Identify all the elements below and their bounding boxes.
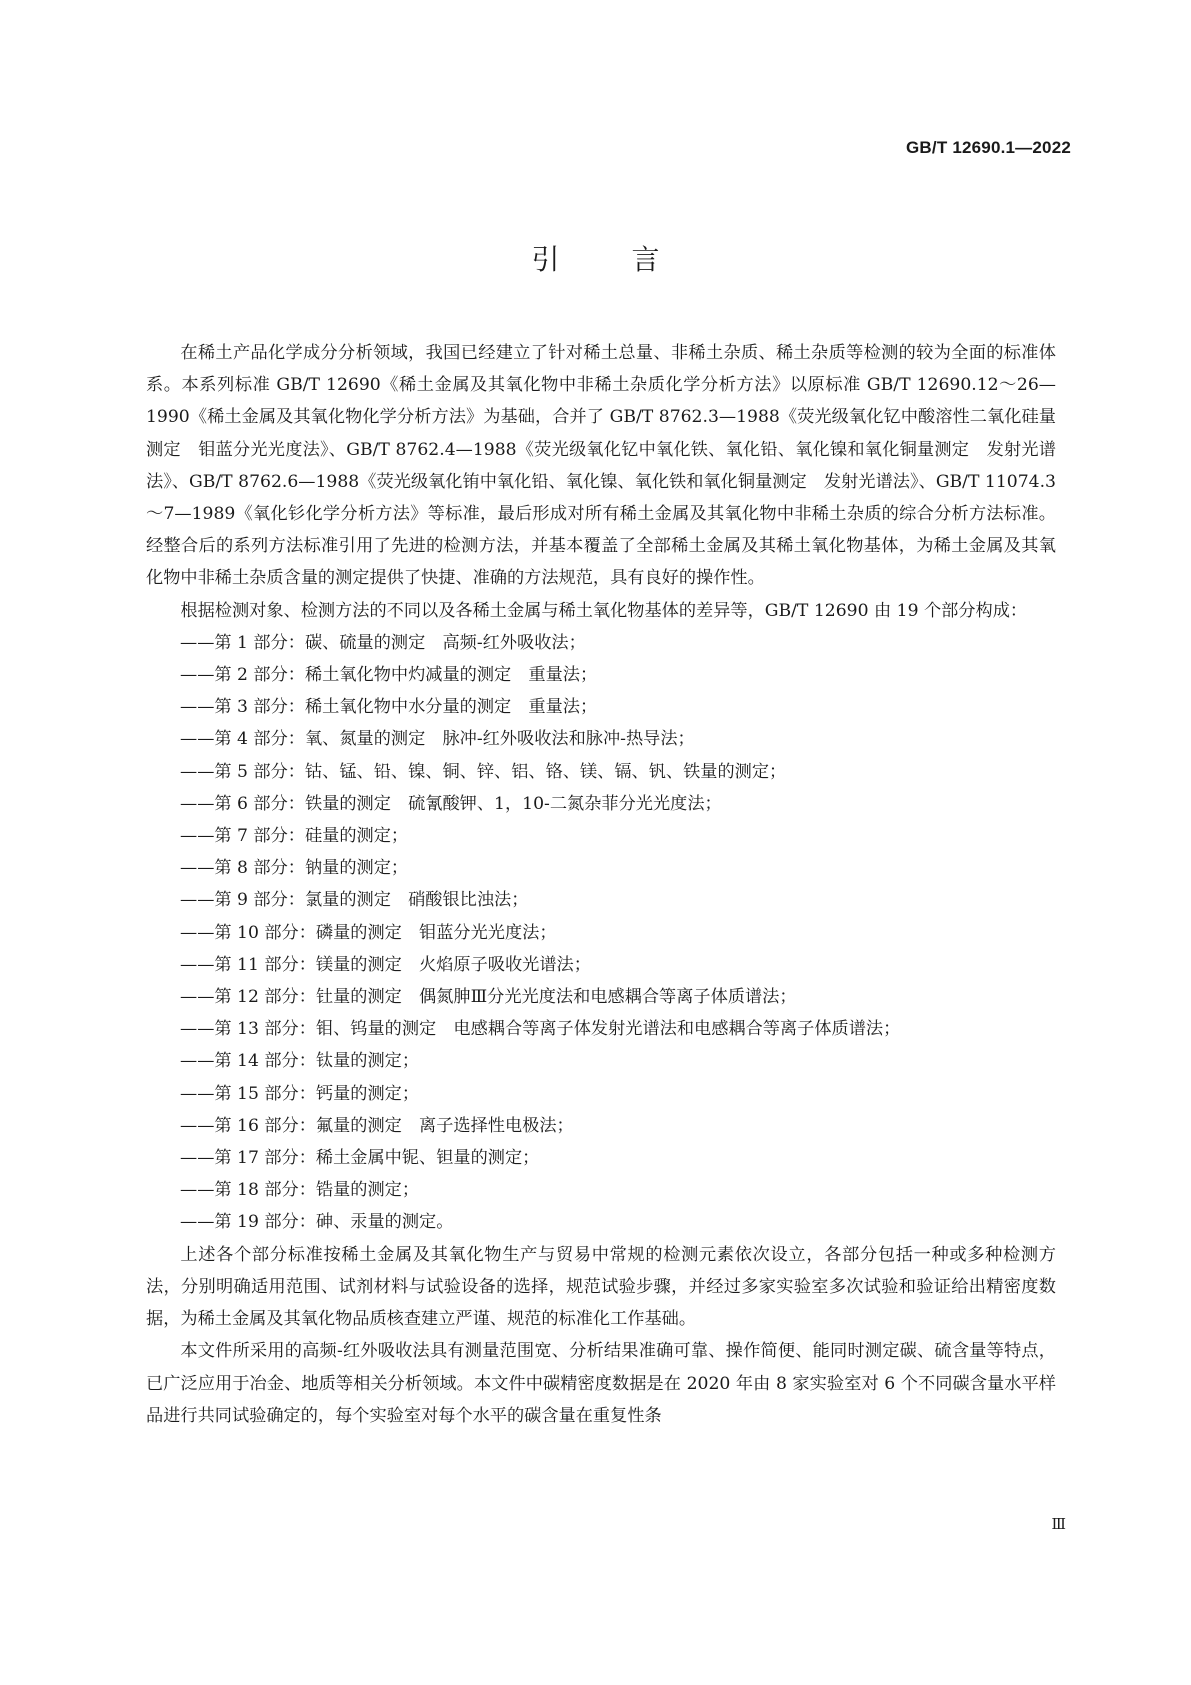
list-item: ——第 17 部分：稀土金属中铌、钽量的测定； — [180, 1148, 540, 1169]
paragraph-structure: 上述各个部分标准按稀土金属及其氧化物生产与贸易中常规的检测元素依次设立，各部分包括一种或多种检测方法，分别明确适用范围、试剂材料与试验设备的选择，规范试验步骤，并经过多家实验室多次试验和验证给出精密度数据，为稀土金属及其氧化物品质核查建立严谨、规范的标准化工作基础。 — [146, 1244, 1056, 1330]
paragraph-composition: 根据检测对象、检测方法的不同以及各稀土金属与稀土氧化物基体的差异等，GB/T 12690 由 19 个部分构成： — [180, 600, 1028, 621]
list-item: ——第 6 部分：铁量的测定 硫氰酸钾、1，10-二氮杂菲分光光度法； — [180, 793, 722, 814]
title-char-2: 言 — [631, 243, 660, 276]
paragraph-background: 在稀土产品化学成分分析领域，我国已经建立了针对稀土总量、非稀土杂质、稀土杂质等检测的较为全面的标准体系。本系列标准 GB/T 12690《稀土金属及其氧化物中非稀土杂质化学分析方法》以原标准 GB/T 12690.12～26—1990《稀土金属及其氧化物化学分析方法》为基础，合并了 GB/T 8762.3—1988《荧光级氧化钇中酸溶性二氧化硅量测定 钼蓝分光光度法》、GB/T 8762.4—1988《荧光级氧化钇中氧化铁、氧化铅、氧化镍和氧化铜量测定 发射光谱法》、GB/T 8762.6—1988《荧光级氧化铕中氧化铅、氧化镍、氧化铁和氧化铜量测定 发射光谱法》、GB/T 11074.3～7—1989《氧化钐化学分析方法》等标准，最后形成对所有稀土金属及其氧化物中非稀土杂质的综合分析方法标准。经整合后的系列方法标准引用了先进的检测方法，并基本覆盖了全部稀土金属及其稀土氧化物基体，为稀土金属及其氧化物中非稀土杂质含量的测定提供了快捷、准确的方法规范，具有良好的操作性。 — [146, 343, 1056, 589]
page-title — [0, 238, 1191, 278]
list-item: ——第 9 部分：氯量的测定 硝酸银比浊法； — [180, 890, 529, 911]
list-item: ——第 10 部分：磷量的测定 钼蓝分光光度法； — [180, 922, 557, 943]
list-item: ——第 3 部分：稀土氧化物中水分量的测定 重量法； — [180, 697, 598, 718]
list-item: ——第 11 部分：镁量的测定 火焰原子吸收光谱法； — [180, 954, 591, 975]
title-char-1: 引 — [531, 243, 560, 276]
standard-code: GB/T 12690.1—2022 — [906, 138, 1071, 157]
list-item: ——第 4 部分：氧、氮量的测定 脉冲-红外吸收法和脉冲-热导法； — [180, 729, 695, 750]
introduction-body — [146, 337, 1056, 1432]
list-item: ——第 15 部分：钙量的测定； — [180, 1083, 420, 1104]
list-item: ——第 14 部分：钛量的测定； — [180, 1051, 420, 1072]
parts-list — [146, 627, 1056, 1239]
list-item: ——第 16 部分：氟量的测定 离子选择性电极法； — [180, 1115, 574, 1136]
list-item: ——第 12 部分：钍量的测定 偶氮胂Ⅲ分光光度法和电感耦合等离子体质谱法； — [180, 987, 797, 1008]
page-number: Ⅲ — [1051, 1515, 1066, 1533]
list-item: ——第 5 部分：钴、锰、铅、镍、铜、锌、铝、铬、镁、镉、钒、铁量的测定； — [180, 761, 787, 782]
list-item: ——第 2 部分：稀土氧化物中灼减量的测定 重量法； — [180, 665, 598, 686]
list-item: ——第 13 部分：钼、钨量的测定 电感耦合等离子体发射光谱法和电感耦合等离子体质谱法； — [180, 1019, 901, 1040]
list-item: ——第 7 部分：硅量的测定； — [180, 826, 409, 847]
list-item: ——第 18 部分：锆量的测定； — [180, 1180, 420, 1201]
list-item: ——第 19 部分：砷、汞量的测定。 — [180, 1212, 454, 1233]
list-item: ——第 1 部分：碳、硫量的测定 高频-红外吸收法； — [180, 632, 586, 653]
paragraph-method: 本文件所采用的高频-红外吸收法具有测量范围宽、分析结果准确可靠、操作简便、能同时测定碳、硫含量等特点，已广泛应用于冶金、地质等相关分析领域。本文件中碳精密度数据是在 2020 年由 8 家实验室对 6 个不同碳含量水平样品进行共同试验确定的，每个实验室对每个水平的碳含量在重复性条 — [146, 1341, 1056, 1426]
list-item: ——第 8 部分：钠量的测定； — [180, 858, 409, 879]
